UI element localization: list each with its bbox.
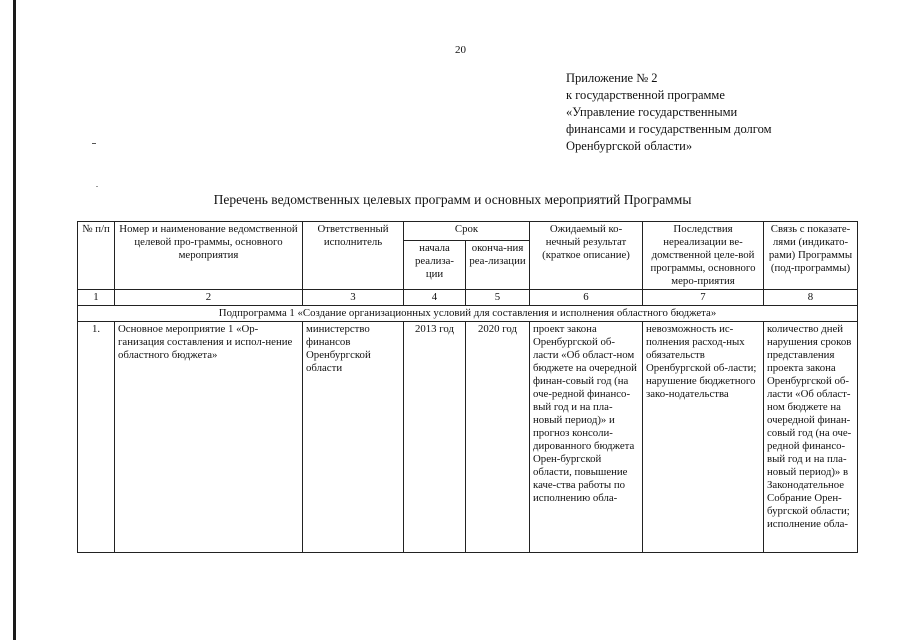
header-term: Срок [404,222,530,241]
appendix-line: Оренбургской области» [566,139,693,153]
header-row [78,222,858,241]
header-expected-result: Ожидаемый ко-нечный результат (краткое описание) [530,222,643,290]
header-consequences: Последствия нереализации ве-домственной целе-вой программы, основного меро-приятия [643,222,764,290]
appendix-header [566,70,896,155]
column-number: 2 [115,290,303,306]
appendix-line: к государственной программе [566,88,725,102]
row-number: 1. [78,322,115,553]
scan-mark [92,143,96,144]
header-executor: Ответственный исполнитель [303,222,404,290]
header-term-end: оконча-ния реа-лизации [466,240,530,289]
column-number: 4 [404,290,466,306]
row-indicator-link: количество дней нарушения сроков представления проекта закона Оренбургской об-ласти «Об област-ном бюджете на очередной финан-совый год (на оче-редной финансо-вый год и на пла-новый период)» в Законодательное Собрание Орен-бургской области; исполнение обла- [764,322,858,553]
header-indicator-link: Связь с показате-лями (индикато-рами) Программы (под-программы) [764,222,858,290]
column-number: 8 [764,290,858,306]
column-number: 3 [303,290,404,306]
scan-speck [96,186,98,187]
page-number: 20 [455,44,466,56]
program-table [77,221,858,553]
header-name: Номер и наименование ведомственной целевой про-граммы, основного мероприятия [115,222,303,290]
table-row [78,322,858,553]
row-expected-result: проект закона Оренбургской об-ласти «Об област-ном бюджете на очередной финан-совый год (на оче-редной финансо-вый год и на пла-новый период)» и прогноз консоли-дированного бюджета Орен-бургской области, повышение каче-ства работы по исполнению обла- [530,322,643,553]
subprogram-title: Подпрограмма 1 «Создание организационных условий для составления и исполнения областного бюджета» [78,306,858,322]
subprogram-row [78,306,858,322]
appendix-line: Приложение № 2 [566,71,658,85]
appendix-line: «Управление государственными [566,105,738,119]
document-title: Перечень ведомственных целевых программ и основных мероприятий Программы [213,192,692,207]
row-start: 2013 год [404,322,466,553]
column-number: 5 [466,290,530,306]
row-name: Основное мероприятие 1 «Ор-ганизация составления и испол-нение областного бюджета» [115,322,303,553]
column-number: 7 [643,290,764,306]
scan-edge-line [13,0,16,640]
header-term-start: начала реализа-ции [404,240,466,289]
column-number: 6 [530,290,643,306]
row-end: 2020 год [466,322,530,553]
column-number-row [78,290,858,306]
row-executor: министерство финансов Оренбургской области [303,322,404,553]
header-no: № п/п [78,222,115,290]
row-consequences: невозможность ис-полнения расход-ных обязательств Оренбургской об-ласти; нарушение бюджетного зако-нодательства [643,322,764,553]
appendix-line: финансами и государственным долгом [566,122,772,136]
column-number: 1 [78,290,115,306]
